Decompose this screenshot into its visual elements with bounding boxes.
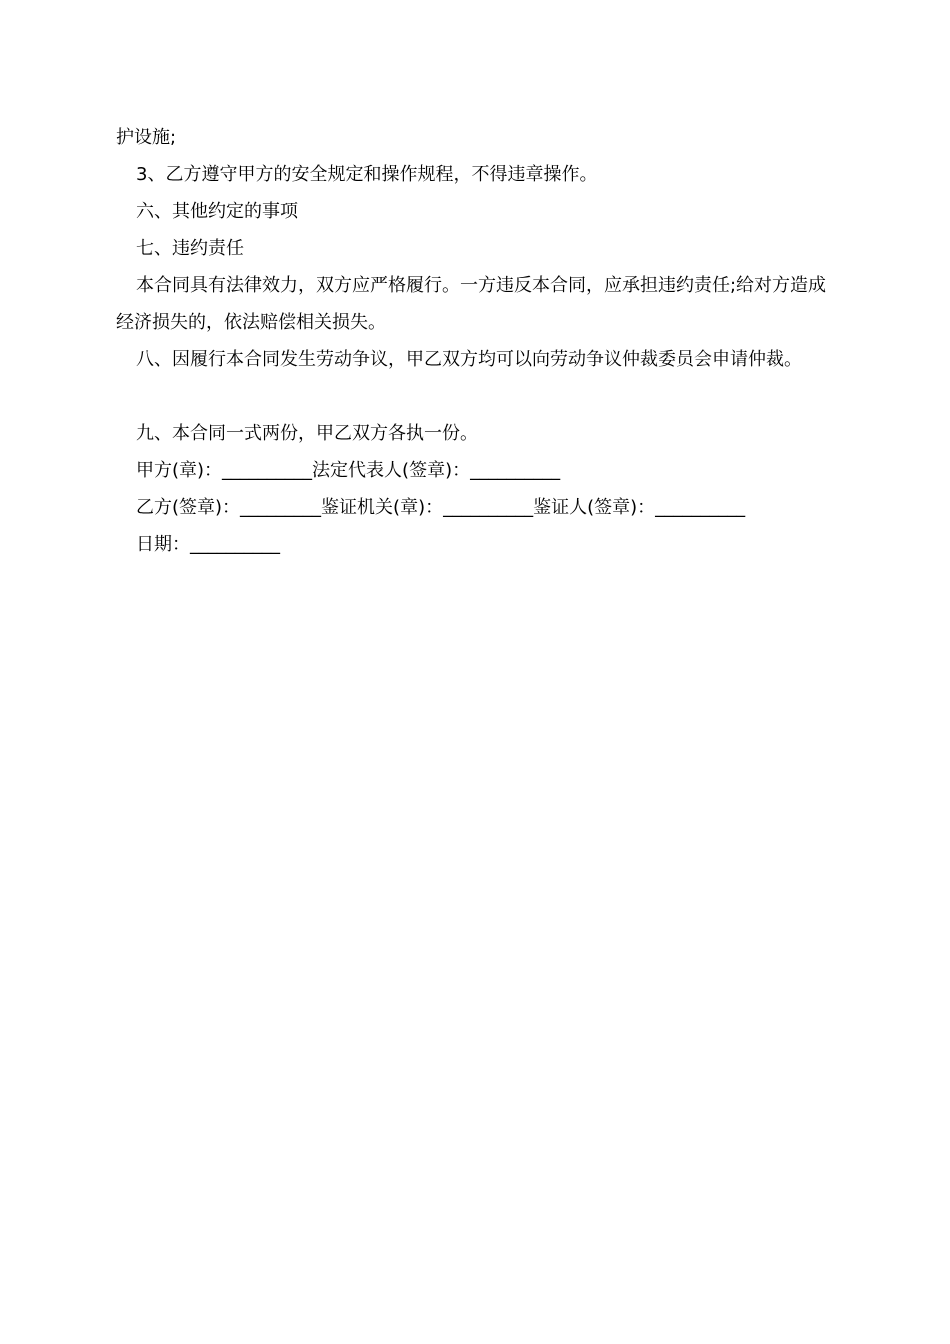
paragraph-breach-liability: 本合同具有法律效力，双方应严格履行。一方违反本合同，应承担违约责任;给对方造成经济损失的，依法赔偿相关损失。 xyxy=(116,275,827,333)
document-body xyxy=(116,119,838,563)
signature-line-party-b: 乙方(签章)：_________鉴证机关(章)：__________鉴证人(签章)：__________ xyxy=(136,497,746,518)
section-heading-other-matters: 六、其他约定的事项 xyxy=(136,201,298,222)
section-labor-dispute: 八、因履行本合同发生劳动争议，甲乙双方均可以向劳动争议仲裁委员会申请仲裁。 xyxy=(136,349,802,370)
date-line: 日期：__________ xyxy=(136,534,280,555)
clause-safety-rules: 3、乙方遵守甲方的安全规定和操作规程，不得违章操作。 xyxy=(136,164,598,185)
signature-line-party-a: 甲方(章)：__________法定代表人(签章)：__________ xyxy=(136,460,561,481)
section-heading-breach-liability: 七、违约责任 xyxy=(136,238,244,259)
text-line-1: 护设施; xyxy=(116,127,177,148)
blank-line xyxy=(116,378,838,415)
section-copies: 九、本合同一式两份，甲乙双方各执一份。 xyxy=(136,423,478,444)
